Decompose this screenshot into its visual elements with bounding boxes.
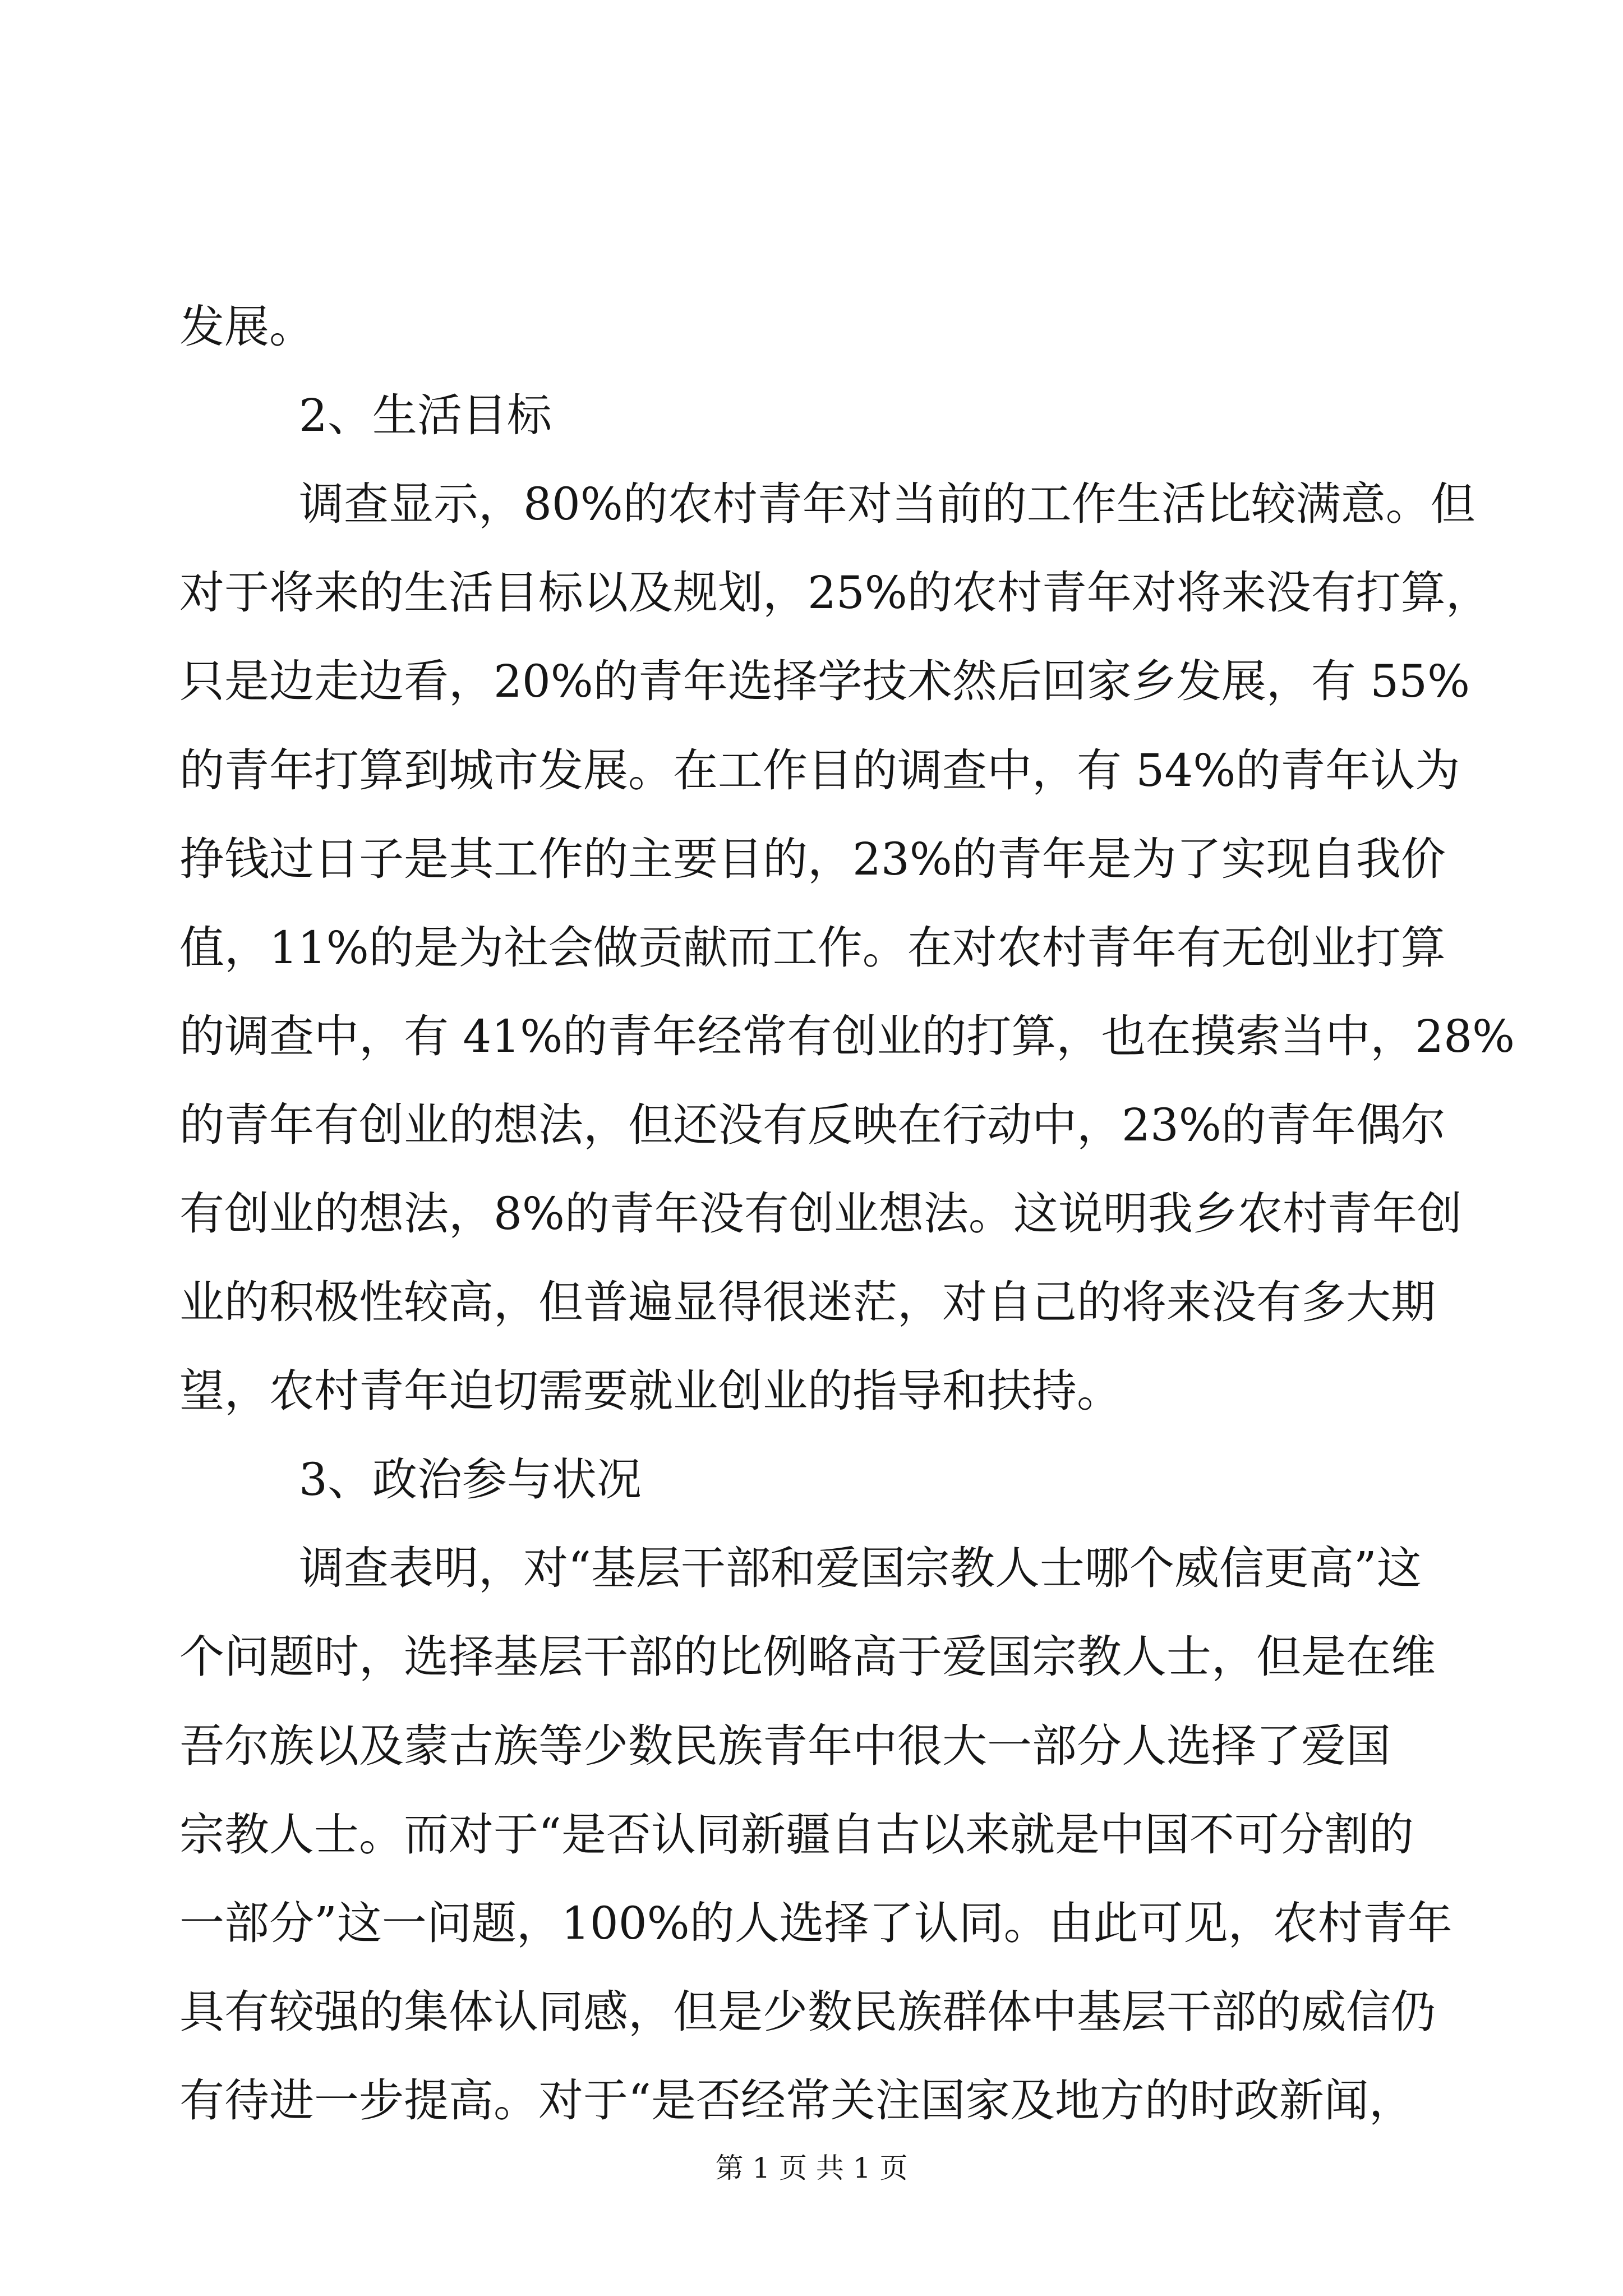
text-line: 一部分”这一问题，100%的人选择了认同。由此可见，农村青年 [179, 1897, 1453, 1949]
text-line: 值，11%的是为社会做贡献而工作。在对农村青年有无创业打算 [179, 922, 1446, 974]
text-line: 的青年有创业的想法，但还没有反映在行动中，23%的青年偶尔 [179, 1099, 1446, 1151]
text-line: 宗教人士。而对于“是否认同新疆自古以来就是中国不可分割的 [179, 1809, 1414, 1861]
text-line: 个问题时，选择基层干部的比例略高于爱国宗教人士，但是在维 [179, 1631, 1436, 1683]
text-line: 具有较强的集体认同感，但是少数民族群体中基层干部的威信仍 [179, 1986, 1436, 2038]
text-line: 望，农村青年迫切需要就业创业的指导和扶持。 [179, 1365, 1122, 1417]
text-line: 有待进一步提高。对于“是否经常关注国家及地方的时政新闻， [179, 2074, 1414, 2127]
text-line: 吾尔族以及蒙古族等少数民族青年中很大一部分人选择了爱国 [179, 1720, 1391, 1772]
text-line: 调查表明，对“基层干部和爱国宗教人士哪个威信更高”这 [299, 1542, 1422, 1594]
text-line: 对于将来的生活目标以及规划，25%的农村青年对将来没有打算， [179, 567, 1491, 619]
text-line: 只是边走边看，20%的青年选择学技术然后回家乡发展，有 55% [179, 655, 1470, 707]
text-line: 挣钱过日子是其工作的主要目的，23%的青年是为了实现自我价 [179, 833, 1446, 885]
section-heading: 2、生活目标 [299, 389, 552, 441]
text-line: 调查显示，80%的农村青年对当前的工作生活比较满意。但 [299, 478, 1476, 530]
text-line: 业的积极性较高，但普遍显得很迷茫，对自己的将来没有多大期 [179, 1276, 1436, 1328]
text-line: 的调查中，有 41%的青年经常有创业的打算，也在摸索当中，28% [179, 1010, 1515, 1062]
text-line: 的青年打算到城市发展。在工作目的调查中，有 54%的青年认为 [179, 744, 1460, 797]
text-line: 有创业的想法，8%的青年没有创业想法。这说明我乡农村青年创 [179, 1188, 1462, 1240]
page-footer: 第 1 页 共 1 页 [715, 2152, 908, 2184]
section-heading: 3、政治参与状况 [299, 1453, 642, 1506]
text-line: 发展。 [179, 301, 314, 353]
